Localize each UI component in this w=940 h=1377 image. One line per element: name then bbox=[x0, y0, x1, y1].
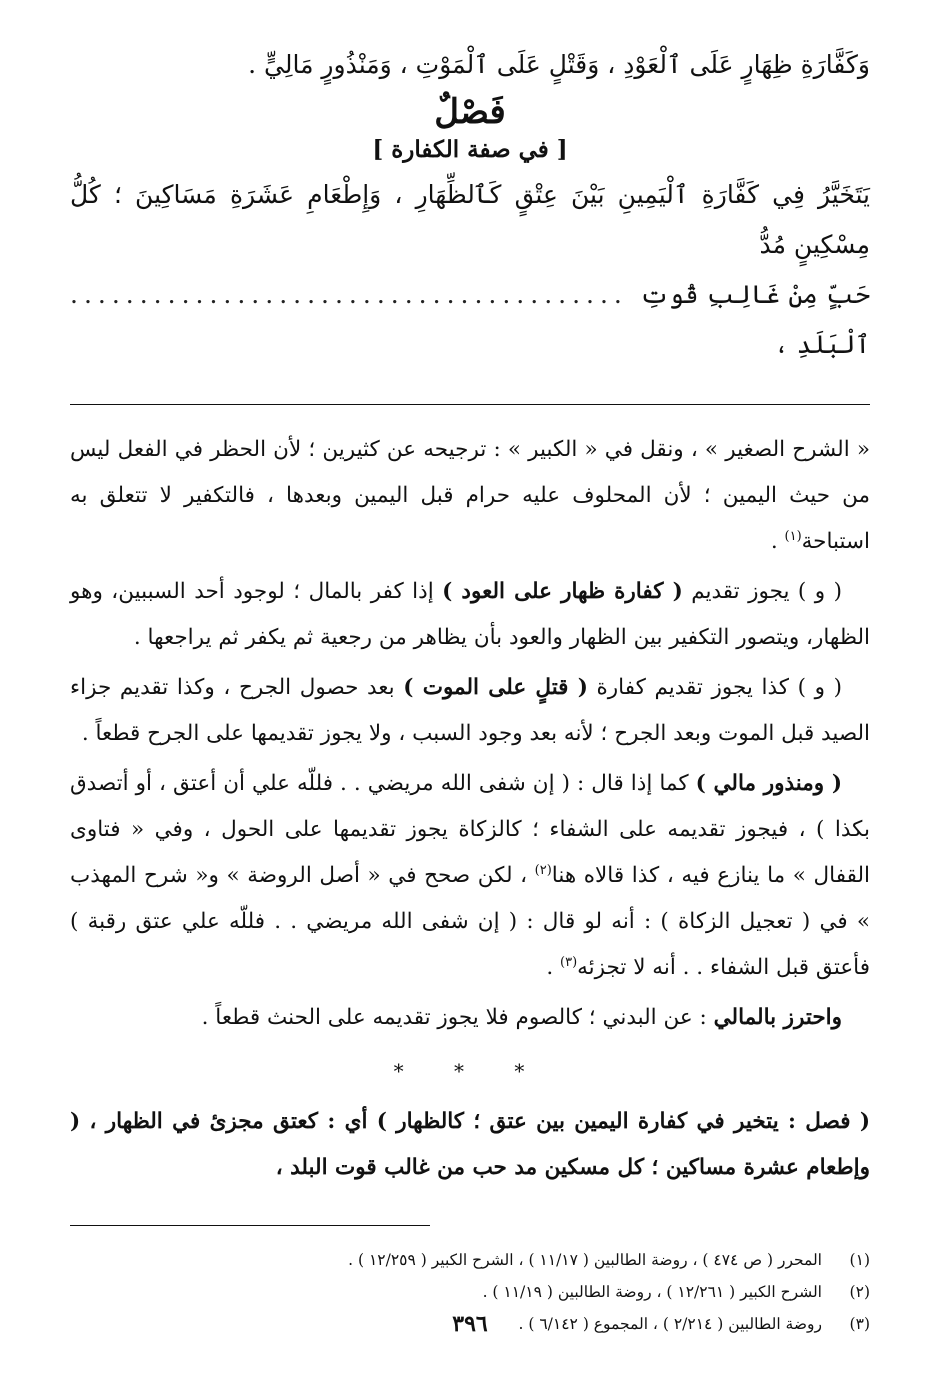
matn-line-2: يَتَخَيَّرُ فِي كَفَّارَةِ ٱلْيَمِينِ بَيْنَ عِتْقٍ كَٱلظِّهَارِ ، وَإِطْعَامِ عَشَرَةِ مَسَاكِينَ ؛ كُلُّ مِسْكِينٍ مُدُّ bbox=[70, 180, 870, 259]
footnote-ref-1[interactable]: (١) bbox=[784, 528, 802, 544]
fasl-heading: فَصْلٌ bbox=[434, 92, 506, 132]
footnote-number: (٢) bbox=[849, 1283, 870, 1301]
sharh-p4-quote: ( ومنذور مالي ) bbox=[695, 771, 842, 796]
footnote-divider bbox=[70, 1225, 430, 1226]
sharh-p3-b: بعد حصول الجرح ، وكذا تقديم جزاء الصيد قبل الموت وبعد الجرح ؛ لأنه بعد وجود السبب ، ولا يجوز تقديمها على الجرح قطعاً . bbox=[70, 675, 870, 746]
sharh-p3-quote: ( قتلٍ على الموت ) bbox=[403, 675, 588, 700]
section-title: [ في صفة الكفارة ] bbox=[372, 136, 568, 163]
sharh-p2-quote: ( كفارة ظهار على العود ) bbox=[442, 579, 683, 604]
footnote-ref-2[interactable]: (٢) bbox=[534, 862, 552, 878]
footnote-text: المحرر ( ص ٤٧٤ ) ، روضة الطالبين ( ١١/١٧ ) ، الشرح الكبير ( ١٢/٢٥٩ ) . bbox=[348, 1251, 822, 1269]
book-page bbox=[70, 40, 870, 1337]
sharh-paragraph-4 bbox=[70, 761, 870, 991]
footnote-1 bbox=[70, 1244, 870, 1276]
sharh-paragraph-2 bbox=[70, 569, 870, 661]
matn-sharh-divider bbox=[70, 404, 870, 405]
matn-line-3 bbox=[70, 270, 870, 370]
dotted-leader: ........................................ bbox=[70, 280, 628, 309]
matn-line-3-text: حَبٍّ مِنْ غَالِبِ قُوتِ ٱلْبَلَدِ ، bbox=[639, 280, 870, 359]
section-separator-stars: * * * bbox=[393, 1059, 547, 1083]
sharh-body bbox=[70, 427, 870, 1191]
footnote-text: الشرح الكبير ( ١٢/٢٦١ ) ، روضة الطالبين ( ١١/١٩ ) . bbox=[482, 1283, 822, 1301]
sharh-paragraph-6: ( فصل : يتخير في كفارة اليمين بين عتق ؛ كالظهار ) أي : كعتق مجزئ في الظهار ، ( وإطعام عشرة مساكين ؛ كل مسكين مد حب من غالب قوت البلد ، bbox=[70, 1109, 870, 1180]
footnote-text: روضة الطالبين ( ٢/٢١٤ ) ، المجموع ( ٦/١٤٢ ) . bbox=[518, 1315, 822, 1333]
sharh-paragraph-3 bbox=[70, 665, 870, 757]
sharh-p1-end: . bbox=[770, 529, 785, 554]
sharh-p5-quote: واحترز بالمالي bbox=[713, 1005, 842, 1030]
sharh-paragraph-1 bbox=[70, 427, 870, 565]
footnote-ref-3[interactable]: (٣) bbox=[560, 954, 578, 970]
sharh-p2-b: إذا كفر بالمال ؛ لوجود أحد السببين، وهو الظهار، ويتصور التكفير بين الظهار والعود بأن يظاهر من رجعية ثم يكفر ثم يراجعها . bbox=[70, 579, 870, 650]
footnote-number: (١) bbox=[849, 1251, 870, 1269]
sharh-p3-a: ( و ) كذا يجوز تقديم كفارة bbox=[587, 675, 842, 700]
page-number: ٣٩٦ bbox=[452, 1311, 488, 1337]
footnote-number: (٣) bbox=[849, 1315, 870, 1333]
sharh-p5-a: : عن البدني ؛ كالصوم فلا يجوز تقديمه على الحنث قطعاً . bbox=[201, 1005, 714, 1030]
matn-line-1: وَكَفَّارَةِ ظِهَارٍ عَلَى ٱلْعَوْدِ ، وَقَتْلٍ عَلَى ٱلْمَوْتِ ، وَمَنْذُورٍ مَالِيٍّ . bbox=[248, 50, 870, 79]
sharh-paragraph-5 bbox=[70, 995, 870, 1041]
footnote-2 bbox=[70, 1276, 870, 1308]
sharh-p4-a: كما إذا قال : ( إن شفى الله مريضي . . فللّه علي أن أعتق ، أو أتصدق بكذا ) ، فيجوز تقديمه على الشفاء ؛ كالزكاة يجوز تقديمها على الحول ، وفي « فتاوى القفال » ما ينازع فيه ، كذا قالاه هنا bbox=[70, 771, 870, 888]
sharh-p4-end: . bbox=[546, 955, 560, 980]
sharh-p1-text: « الشرح الصغير » ، ونقل في « الكبير » : ترجيحه عن كثيرين ؛ لأن الحظر في الفعل ليس من حيث اليمين ؛ لأن المحلوف عليه حرام قبل اليمين وبعدها ، فالتكفير لا تتعلق به استباحة bbox=[70, 437, 870, 554]
sharh-p2-a: ( و ) يجوز تقديم bbox=[682, 579, 843, 604]
sharh-p4-b: ، لكن صحح في « أصل الروضة » و« شرح المهذب » في ( تعجيل الزكاة ) : أنه لو قال : ( إن شفى الله مريضي . . فللّه علي عتق رقبة ) فأعتق قبل الشفاء . . أنه لا تجزئه bbox=[70, 863, 870, 980]
